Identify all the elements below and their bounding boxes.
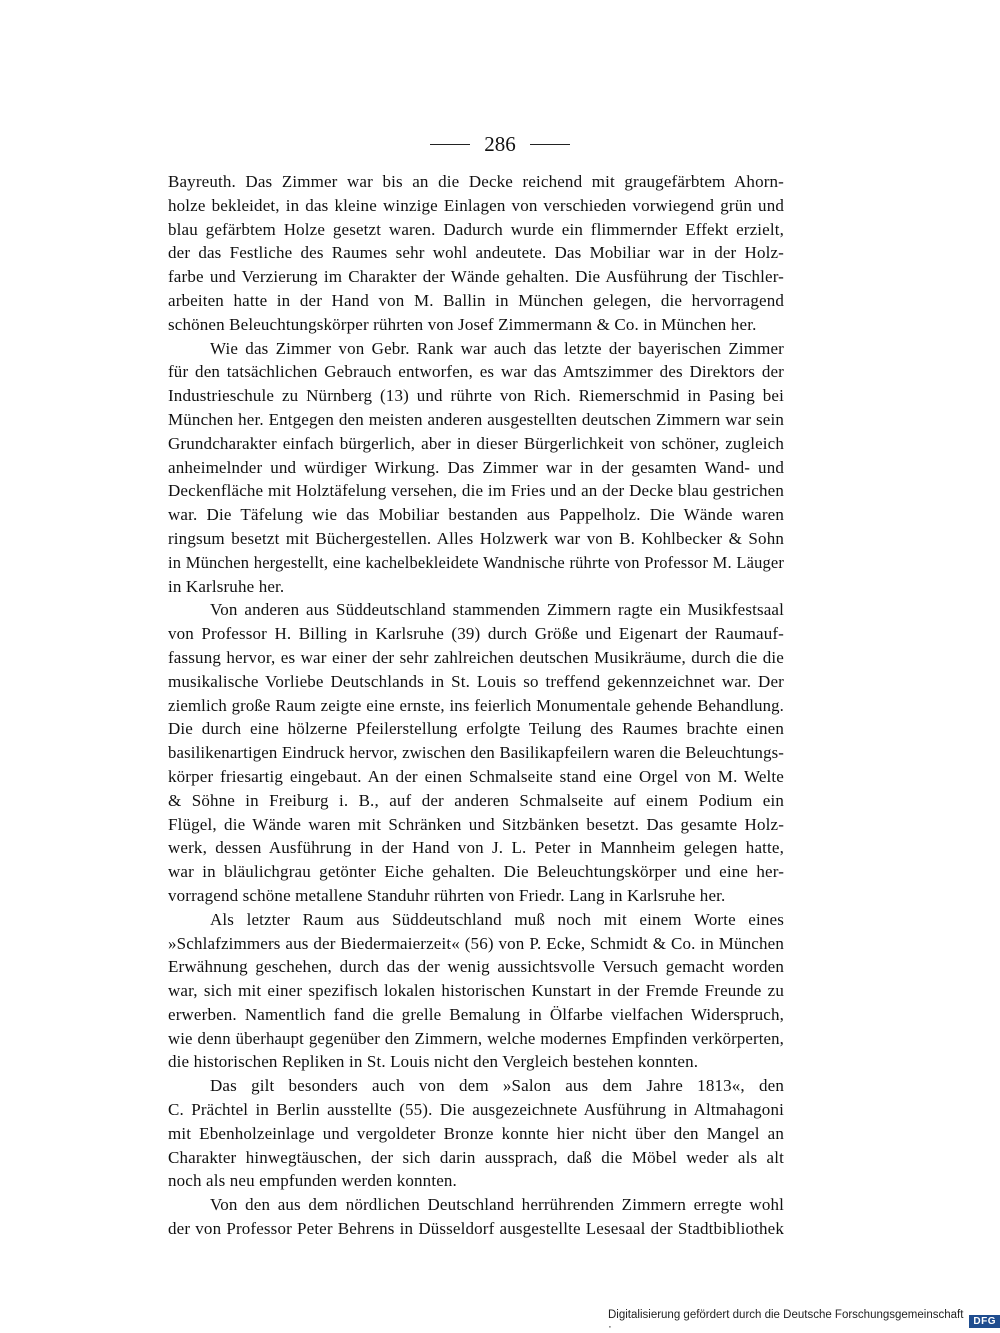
- page-number-dash-left: [430, 144, 470, 145]
- text-line: war, sich mit einer spezifisch lokalen historischen Kunstart in der Fremde Freunde zu: [168, 981, 784, 1001]
- text-line: arbeiten hatte in der Hand von M. Ballin in München gelegen, die hervorragend: [168, 290, 784, 310]
- text-line: Die durch eine hölzerne Pfeilerstellung erfolgte Teilung des Raumes brachte einen: [168, 719, 784, 739]
- text-line: »Schlafzimmers aus der Biedermaierzeit« (56) von P. Ecke, Schmidt & Co. in München: [168, 933, 784, 953]
- text-line: vorragend schöne metallene Standuhr rührten von Friedr. Lang in Karlsruhe her.: [168, 885, 726, 905]
- text-line: ziemlich große Raum zeigte eine ernste, ins feierlich Monumentale gehende Behandlung.: [168, 695, 784, 715]
- text-line: holze bekleidet, in das kleine winzige Einlagen von verschieden vorwiegend grün und: [168, 195, 784, 215]
- text-line: anheimelnder und würdiger Wirkung. Das Zimmer war in der gesamten Wand- und: [168, 457, 784, 477]
- text-line: war. Die Täfelung wie das Mobiliar bestanden aus Pappelholz. Die Wände waren: [168, 505, 784, 525]
- body-text: [168, 170, 784, 1241]
- text-line: der von Professor Peter Behrens in Düsseldorf ausgestellte Lesesaal der Stadtbibliothek: [168, 1219, 784, 1239]
- text-line: in Karlsruhe her.: [168, 576, 285, 596]
- text-line: mit Ebenholzeinlage und vergoldeter Bronze konnte hier nicht über den Mangel an: [168, 1123, 784, 1143]
- text-line: C. Prächtel in Berlin ausstellte (55). Die ausgezeichnete Ausführung in Altmahagoni: [168, 1100, 784, 1120]
- text-line: Von anderen aus Süddeutschland stammenden Zimmern ragte ein Musikfestsaal: [210, 600, 784, 620]
- digitization-footer: [608, 1309, 1000, 1333]
- text-line: die historischen Repliken in St. Louis nicht den Vergleich bestehen konnten.: [168, 1052, 699, 1072]
- footer-text: Digitalisierung gefördert durch die Deutsche Forschungsgemeinschaft ·: [608, 1309, 964, 1333]
- dfg-logo: DFG: [969, 1315, 1000, 1328]
- text-line: ringsum besetzt mit Büchergestellen. Alles Holzwerk war von B. Kohlbecker & Sohn: [168, 528, 784, 548]
- text-line: Als letzter Raum aus Süddeutschland muß noch mit einem Worte eines: [210, 909, 784, 929]
- text-line: schönen Beleuchtungskörper rührten von Josef Zimmermann & Co. in München her.: [168, 314, 757, 334]
- text-line: blau gefärbtem Holze gesetzt waren. Dadurch wurde ein flimmernder Effekt erzielt,: [168, 219, 784, 239]
- text-line: basilikenartigen Eindruck hervor, zwischen den Basilikapfeilern waren die Beleuchtungs-: [168, 743, 784, 763]
- text-line: Charakter hinwegtäuschen, der sich darin aussprach, daß die Möbel weder als alt: [168, 1147, 784, 1167]
- text-line: musikalische Vorliebe Deutschlands in St. Louis so treffend gekennzeichnet war. Der: [168, 671, 784, 691]
- text-line: werk, dessen Ausführung in der Hand von J. L. Peter in Mannheim gelegen hatte,: [168, 838, 784, 858]
- text-line: farbe und Verzierung im Charakter der Wände gehalten. Die Ausführung der Tischler-: [168, 267, 784, 287]
- text-line: Das gilt besonders auch von dem »Salon aus dem Jahre 1813«, den: [210, 1076, 784, 1096]
- page-number: [0, 132, 1000, 157]
- text-line: fassung hervor, es war einer der sehr zahlreichen deutschen Musikräume, durch die die: [168, 647, 784, 667]
- text-line: in München hergestellt, eine kachelbekleidete Wandnische rührte von Professor M. Läuger: [168, 552, 784, 572]
- text-line: war in bläulichgrau getönter Eiche gehalten. Die Beleuchtungskörper und eine her-: [168, 862, 784, 882]
- text-line: Bayreuth. Das Zimmer war bis an die Decke reichend mit graugefärbtem Ahorn-: [168, 172, 784, 191]
- text-line: Von den aus dem nördlichen Deutschland herrührenden Zimmern erregte wohl: [210, 1195, 784, 1215]
- text-line: für den tatsächlichen Gebrauch entworfen, es war das Amtszimmer des Direktors der: [168, 362, 784, 382]
- text-line: Flügel, die Wände waren mit Schränken und Sitzbänken besetzt. Das gesamte Holz-: [168, 814, 784, 834]
- text-line: Deckenfläche mit Holztäfelung versehen, die im Fries und an der Decke blau gestrichen: [168, 481, 784, 501]
- text-line: körper friesartig eingebaut. An der einen Schmalseite stand eine Orgel von M. Welte: [168, 766, 784, 786]
- text-line: der das Festliche des Raumes sehr wohl andeutete. Das Mobiliar war in der Holz-: [168, 243, 784, 263]
- text-line: Wie das Zimmer von Gebr. Rank war auch das letzte der bayerischen Zimmer: [210, 338, 784, 358]
- text-line: noch als neu empfunden werden konnten.: [168, 1171, 457, 1191]
- text-line: von Professor H. Billing in Karlsruhe (39) durch Größe und Eigenart der Raumauf-: [168, 624, 784, 644]
- text-line: & Söhne in Freiburg i. B., auf der anderen Schmalseite auf einem Podium ein: [168, 790, 784, 810]
- text-line: wie denn überhaupt gegenüber den Zimmern, welche modernes Empfinden verkörperten,: [168, 1028, 784, 1048]
- text-line: Erwähnung geschehen, durch das der wenig aussichtsvolle Versuch gemacht worden: [168, 957, 784, 977]
- text-line: erwerben. Namentlich fand die grelle Bemalung in Ölfarbe vielfachen Widerspruch,: [168, 1004, 784, 1024]
- text-line: Industrieschule zu Nürnberg (13) und rührte von Rich. Riemerschmid in Pasing bei: [168, 386, 784, 406]
- page-number-dash-right: [530, 144, 570, 145]
- text-line: München her. Entgegen den meisten anderen ausgestellten deutschen Zimmern war sein: [168, 409, 784, 429]
- page-number-value: 286: [484, 132, 516, 156]
- text-line: Grundcharakter einfach bürgerlich, aber in dieser Bürgerlichkeit von schöner, zugleich: [168, 433, 784, 453]
